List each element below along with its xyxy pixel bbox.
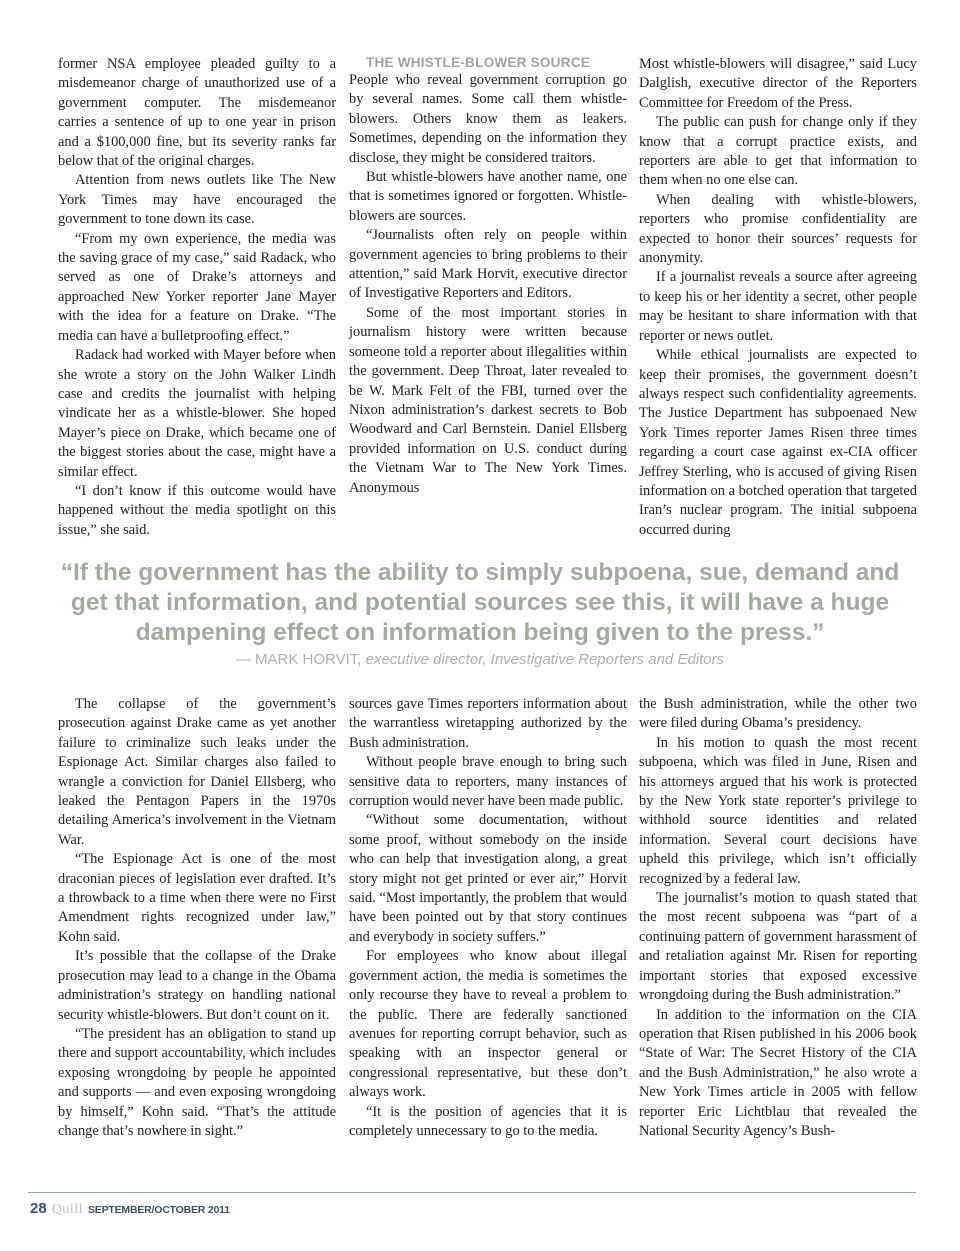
paragraph: “It is the position of agencies that it is completely unnecessary to go to the media. — [349, 1103, 627, 1139]
article-column-2 — [349, 55, 627, 498]
paragraph: the Bush administration, while the other two were filed during Obama’s presidency. — [639, 696, 917, 732]
paragraph: In his motion to quash the most recent subpoena, which was filed in June, Risen and his attorneys argued that his work is protected by the New York state reporter’s privilege to withhold source identities and related information. Several court decisions have upheld this privilege, which isn’t officially recognized by a federal law. — [639, 734, 917, 887]
paragraph: People who reveal government corruption go by several names. Some call them whistle-blowers. Others know them as leakers. Sometimes, depending on the information they disclose, they might be considered traitors. — [349, 72, 627, 166]
paragraph: When dealing with whistle-blowers, reporters who promise confidentiality are expected to honor their sources’ requests for anonymity. — [639, 191, 917, 267]
paragraph: The public can push for change only if they know that a corrupt practice exists, and reporters are able to get that information to them when no one else can. — [639, 114, 917, 189]
paragraph: If a journalist reveals a source after agreeing to keep his or her identity a secret, other people may be hesitant to share information with that reporter or news outlet. — [639, 269, 917, 344]
paragraph: former NSA employee pleaded guilty to a misdemeanor charge of unauthorized use of a government computer. The misdemeanor carries a sentence of up to one year in prison and a $100,000 fine, but its severity ranks far below that of the original charges. — [58, 56, 336, 170]
paragraph: The journalist’s motion to quash stated that the most recent subpoena was “part of a continuing pattern of government harassment of and retaliation against Mr. Risen for reporting important stories that exposed excessive wrongdoing during the Bush administration.” — [639, 890, 917, 1004]
section-subhead: THE WHISTLE-BLOWER SOURCE — [366, 55, 591, 70]
article-column-1 — [58, 55, 336, 540]
paragraph: “The president has an obligation to stand up there and support accountability, which includes exposing wrongdoing by people he appointed and supports — and even exposing wrongdoing by himself,” Kohn said. “That’s the attitude change that’s nowhere in sight.” — [58, 1025, 337, 1139]
footer-rule — [28, 1192, 916, 1193]
paragraph: “I don’t know if this outcome would have happened without the media spotlight on this issue,” she said. — [58, 482, 336, 538]
paragraph: The collapse of the government’s prosecution against Drake came as yet another failure to criminalize such leaks under the Espionage Act. Similar charges also failed to wrangle a conviction for Daniel Ellsberg, who leaked the Pentagon Papers in the 1970s detailing America’s involvement in the Vietnam War. — [58, 696, 336, 848]
paragraph: Most whistle-blowers will disagree,” said Lucy Dalglish, executive director of the Reporters Committee for Freedom of the Press. — [639, 56, 917, 111]
pull-quote — [40, 558, 920, 670]
paragraph: While ethical journalists are expected to keep their promises, the government doesn’t always respect such confidentiality agreements. The Justice Department has subpoenaed New York Times reporter James Risen three times regarding a court case against ex-CIA officer Jeffrey Sterling, who is accused of giving Risen information on a botched operation that targeted Iran’s nuclear program. The initial subpoena occurred during — [639, 347, 917, 538]
paragraph: Attention from news outlets like The New York Times may have encouraged the government to tone down its case. — [58, 172, 336, 228]
paragraph: “From my own experience, the media was the saving grace of my case,” said Radack, who served as one of Drake’s attorneys and approached New Yorker reporter Jane Mayer with the idea for a feature on Drake. “The media can have a bulletproofing effect.” — [58, 230, 336, 344]
paragraph: Some of the most important stories in journalism history were written because someone told a reporter about illegalities within the government. Deep Throat, later revealed to be W. Mark Felt of the FBI, turned over the Nixon administration’s darkest secrets to Bob Woodward and Carl Bernstein. Daniel Ellsberg provided information on U.S. conduct during the Vietnam War to The New York Times. Anonymous — [349, 304, 627, 496]
pull-quote-text: “If the government has the ability to simply subpoena, sue, demand and get that information, and potential sources see this, it will have a huge dampening effect on information being given to the press.” — [60, 559, 900, 646]
publication-name: Quill — [51, 1202, 83, 1217]
page-number: 28 — [30, 1200, 47, 1217]
article-column-4 — [58, 695, 336, 1141]
paragraph: In addition to the information on the CIA operation that Risen published in his 2006 book “State of War: The Secret History of the CIA and the Bush Administration,” he also wrote a New York Times article in 2005 with fellow reporter Eric Lichtblau that revealed the National Security Agency’s Bush- — [639, 1006, 917, 1139]
paragraph: “Without some documentation, without some proof, without somebody on the inside who can help that investigation along, a great story might not get printed or ever air,” Horvit said. “Most importantly, the problem that would have been pointed out by that story continues and everybody in society suffers.” — [349, 812, 627, 945]
paragraph: Radack had worked with Mayer before when she wrote a story on the John Walker Lindh case and credits the journalist with helping vindicate her as a whistle-blower. She hoped Mayer’s piece on Drake, which became one of the biggest stories about the case, might have a similar effect. — [58, 347, 336, 480]
paragraph: Without people brave enough to bring such sensitive data to reporters, many instances of corruption would never have been made public. — [349, 754, 627, 810]
paragraph: sources gave Times reporters information about the warrantless wiretapping authorized by the Bush administration. — [349, 696, 627, 751]
paragraph: “The Espionage Act is one of the most draconian pieces of legislation ever drafted. It’s a throwback to a time when there were no First Amendment rights recognized under law,” Kohn said. — [58, 851, 336, 945]
paragraph: For employees who know about illegal government action, the media is sometimes the only recourse they have to reveal a problem to the public. There are federally sanctioned avenues for reporting corrupt behavior, such as speaking with an inspector general or congressional representative, but these don’t always work. — [349, 948, 627, 1101]
issue-date: SEPTEMBER/OCTOBER 2011 — [87, 1204, 230, 1216]
paragraph: It’s possible that the collapse of the Drake prosecution may lead to a change in the Obama administration’s strategy on handling national security whistle-blowers. But don’t count on it. — [58, 948, 336, 1023]
paragraph: But whistle-blowers have another name, one that is sometimes ignored or forgotten. Whistle-blowers are sources. — [349, 169, 627, 224]
article-column-5 — [349, 695, 627, 1141]
paragraph: “Journalists often rely on people within government agencies to bring problems to their attention,” said Mark Horvit, executive director of Investigative Reporters and Editors. — [349, 227, 627, 302]
article-column-6 — [639, 695, 917, 1141]
attribution-title: executive director, Investigative Reporters and Editors — [365, 651, 725, 668]
page-footer — [30, 1200, 230, 1220]
pull-quote-attribution — [40, 650, 920, 670]
attribution-name: — MARK HORVIT, — [235, 651, 362, 668]
article-column-3 — [639, 55, 917, 540]
